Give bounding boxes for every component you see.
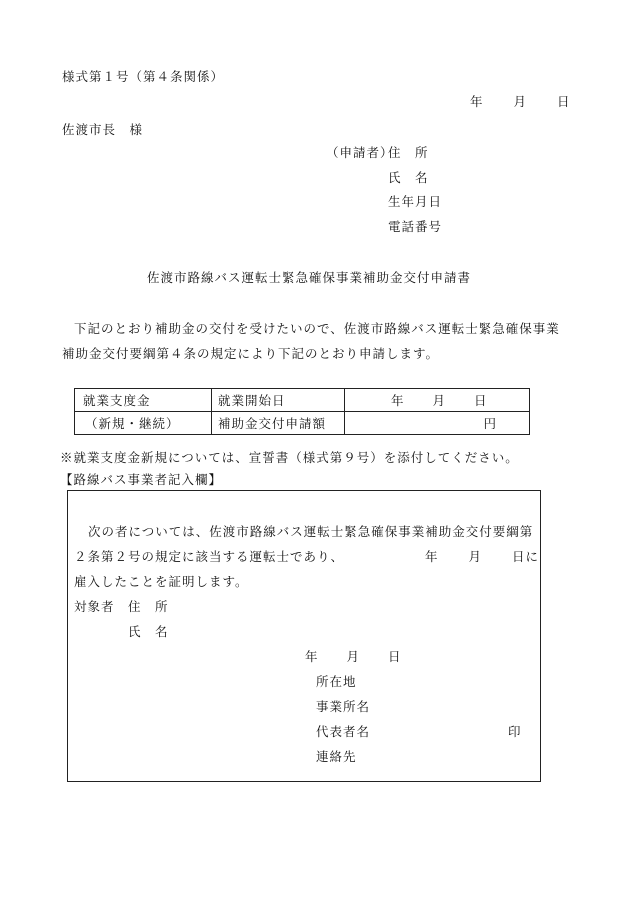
start-month: 月	[432, 393, 447, 408]
date-year: 年	[470, 94, 484, 109]
operator-company-label: 事業所名	[316, 699, 371, 714]
applicant-name-label: 氏 名	[388, 170, 429, 185]
operator-date-year: 年	[305, 649, 319, 664]
amount-value[interactable]	[345, 412, 530, 435]
applicant-phone-label: 電話番号	[388, 219, 443, 234]
amount-unit: 円	[483, 416, 497, 431]
operator-location-label: 所在地	[316, 674, 357, 689]
cert-month: 月	[468, 549, 483, 564]
header-date	[470, 92, 571, 110]
target-name-label: 氏 名	[128, 624, 169, 639]
cert-line-3: 雇入したことを証明します。	[74, 574, 249, 589]
applicant-birthdate-label: 生年月日	[388, 194, 443, 209]
addressee: 佐渡市長 様	[62, 122, 144, 137]
operator-section-heading: 【路線バス事業者記入欄】	[60, 472, 223, 487]
applicant-address-label: 住 所	[388, 145, 429, 160]
cert-line-2-text: ２条第２号の規定に該当する運転士であり、	[74, 549, 345, 564]
target-address-label: 住 所	[128, 599, 169, 614]
start-date-value[interactable]	[345, 389, 530, 412]
operator-contact-label: 連絡先	[316, 749, 357, 764]
target-label: 対象者	[74, 599, 115, 614]
applicant-prefix: （申請者）	[326, 145, 394, 160]
intro-line-2: 補助金交付要綱第４条の規定により下記のとおり申請します。	[62, 346, 440, 361]
category-cell: 就業支度金	[75, 389, 212, 412]
category-type-cell: （新規・継続）	[75, 412, 212, 435]
cert-year: 年	[425, 549, 439, 564]
start-year: 年	[391, 393, 405, 408]
start-date-label: 就業開始日	[212, 389, 345, 412]
date-day: 日	[557, 94, 571, 109]
document-title: 佐渡市路線バス運転士緊急確保事業補助金交付申請書	[147, 270, 472, 285]
operator-representative-label: 代表者名	[316, 724, 371, 739]
start-day: 日	[474, 393, 488, 408]
note: ※就業支度金新規については、宣誓書（様式第９号）を添付してください。	[60, 450, 519, 465]
form-label: 様式第１号（第４条関係）	[62, 69, 225, 84]
operator-date	[305, 647, 402, 665]
cert-day: 日に	[512, 549, 540, 564]
intro-line-1: 下記のとおり補助金の交付を受けたいので、佐渡市路線バス運転士緊急確保事業	[74, 321, 560, 336]
operator-date-month: 月	[346, 649, 361, 664]
application-table	[74, 388, 530, 435]
operator-date-day: 日	[388, 649, 402, 664]
date-month: 月	[513, 94, 528, 109]
amount-label: 補助金交付申請額	[212, 412, 345, 435]
cert-employment-date	[425, 547, 539, 565]
cert-line-2	[74, 547, 344, 565]
seal-mark: 印	[508, 724, 522, 739]
cert-line-1: 次の者については、佐渡市路線バス運転士緊急確保事業補助金交付要綱第	[88, 524, 534, 539]
